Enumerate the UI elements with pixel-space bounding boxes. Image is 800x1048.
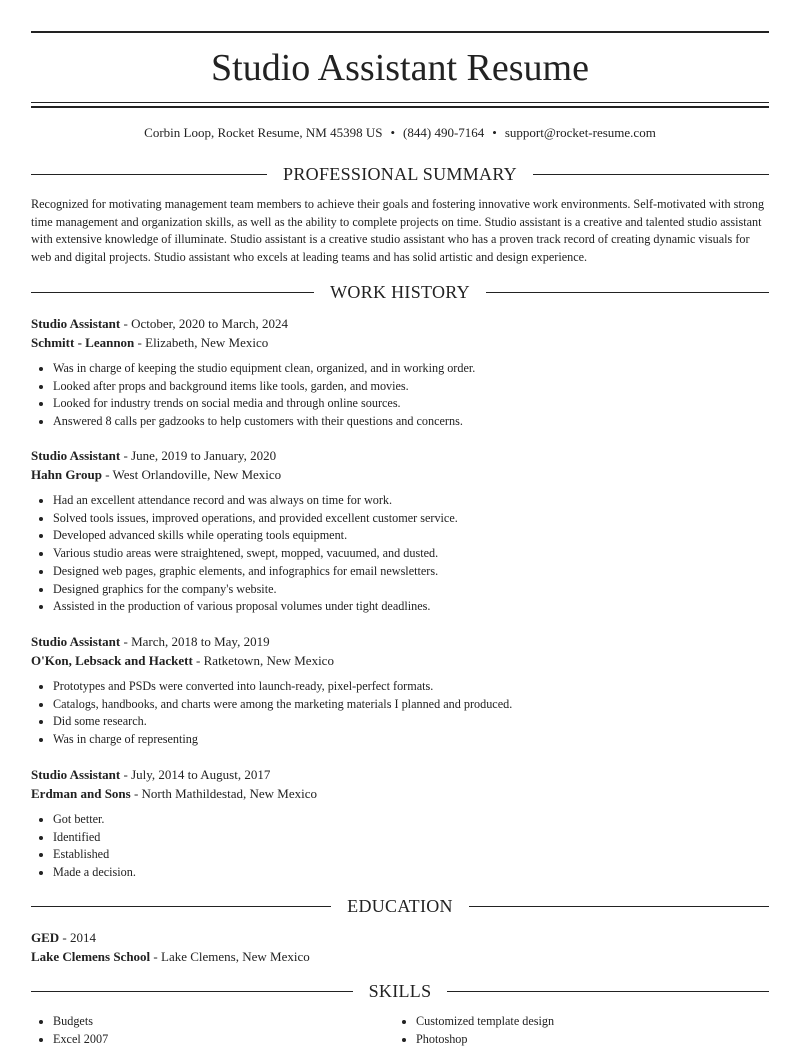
section-rule [533, 174, 769, 175]
title-rule-thick [31, 106, 769, 108]
job-bullet: • Various studio areas were straightened, swept, mopped, vacuumed, and dusted. [53, 545, 769, 563]
section-rule [486, 292, 769, 293]
skill-item: • Budgets [53, 1012, 394, 1030]
education-entry [31, 928, 769, 966]
job-bullet: • Answered 8 calls per gadzooks to help customers with their questions and concerns. [53, 413, 769, 431]
skills-column-left [31, 1012, 394, 1048]
section-header-skills [31, 979, 769, 1003]
skill-item: • Photoshop [416, 1030, 757, 1048]
section-rule [31, 174, 267, 175]
education-degree: GED [31, 930, 60, 945]
section-title: SKILLS [368, 981, 432, 1001]
job-entry [31, 314, 769, 431]
job-bullet: • Looked after props and background items like tools, garden, and movies. [53, 378, 769, 396]
contact-line [31, 124, 769, 142]
resume-title: Studio Assistant Resume [211, 47, 589, 89]
job-bullet: • Did some research. [53, 713, 769, 731]
job-role: Studio Assistant [31, 316, 121, 331]
summary-text: Recognized for motivating management team members to achieve their goals and fostering innovative work environments. Self-motivated with strong time management and organization skills, as well as the ability to complete projects on time. Studio assistant is a creative and talented studio assistant with extensive knowledge of illuminate. Studio assistant is a creative studio assistant who has a proven track record of creating dynamic visuals for web and digital projects. Studio assistant who excels at leading teams and has solid artistic and design experience. [31, 197, 765, 264]
skill-item: • Excel 2007 [53, 1030, 394, 1048]
job-bullet: • Got better. [53, 811, 769, 829]
job-dates: - March, 2018 to May, 2019 [120, 634, 270, 649]
job-dates: - July, 2014 to August, 2017 [120, 767, 271, 782]
education-location: - Lake Clemens, New Mexico [150, 949, 310, 964]
job-bullet: • Identified [53, 829, 769, 847]
contact-phone: (844) 490-7164 [403, 125, 485, 140]
job-company: Hahn Group [31, 467, 102, 482]
job-bullet: • Solved tools issues, improved operations, and provided excellent customer service. [53, 510, 769, 528]
job-bullet: • Catalogs, handbooks, and charts were among the marketing materials I planned and produced. [53, 696, 769, 714]
job-entry [31, 765, 769, 882]
contact-separator: • [492, 125, 497, 140]
job-entry [31, 632, 769, 749]
job-bullet: • Made a decision. [53, 864, 769, 882]
job-bullets [31, 492, 769, 616]
job-location: - North Mathildestad, New Mexico [130, 786, 318, 801]
section-header-summary [31, 162, 769, 186]
section-rule [447, 991, 769, 992]
section-header-work [31, 280, 769, 304]
section-header-education [31, 894, 769, 918]
skills-column-right [394, 1012, 757, 1048]
job-company: Erdman and Sons [31, 786, 131, 801]
section-rule [31, 292, 314, 293]
job-bullet: • Established [53, 846, 769, 864]
skill-item: • Customized template design [416, 1012, 757, 1030]
job-role: Studio Assistant [31, 634, 121, 649]
job-location: - West Orlandoville, New Mexico [101, 467, 282, 482]
job-bullet: • Was in charge of representing [53, 731, 769, 749]
job-location: - Ratketown, New Mexico [192, 653, 334, 668]
skills-list [31, 1012, 769, 1048]
job-bullet: • Looked for industry trends on social media and through online sources. [53, 395, 769, 413]
education-year: - 2014 [59, 930, 97, 945]
job-entry [31, 446, 769, 616]
top-rule [31, 31, 769, 33]
job-role: Studio Assistant [31, 767, 121, 782]
section-rule [31, 991, 353, 992]
title-rule [31, 102, 769, 103]
contact-email: support@rocket-resume.com [504, 125, 656, 140]
education-school: Lake Clemens School [31, 949, 151, 964]
job-company: O'Kon, Lebsack and Hackett [31, 653, 193, 668]
section-title: WORK HISTORY [330, 282, 470, 302]
section-title: PROFESSIONAL SUMMARY [283, 164, 517, 184]
job-location: - Elizabeth, New Mexico [134, 335, 269, 350]
job-role: Studio Assistant [31, 448, 121, 463]
job-bullets [31, 811, 769, 882]
contact-address: Corbin Loop, Rocket Resume, NM 45398 US [144, 125, 383, 140]
section-rule [31, 906, 331, 907]
contact-separator: • [390, 125, 396, 140]
job-bullet: • Designed web pages, graphic elements, and infographics for email newsletters. [53, 563, 769, 581]
job-bullet: • Developed advanced skills while operating tools equipment. [53, 527, 769, 545]
section-title: EDUCATION [347, 896, 453, 916]
job-bullet: • Had an excellent attendance record and was always on time for work. [53, 492, 769, 510]
job-bullets [31, 360, 769, 431]
job-bullet: • Was in charge of keeping the studio equipment clean, organized, and in working order. [53, 360, 769, 378]
job-dates: - October, 2020 to March, 2024 [120, 316, 288, 331]
job-company: Schmitt - Leannon [31, 335, 135, 350]
section-rule [469, 906, 769, 907]
job-bullet: • Prototypes and PSDs were converted into launch-ready, pixel-perfect formats. [53, 678, 769, 696]
job-bullet: • Assisted in the production of various proposal volumes under tight deadlines. [53, 598, 769, 616]
job-bullets [31, 678, 769, 749]
job-dates: - June, 2019 to January, 2020 [120, 448, 277, 463]
job-bullet: • Designed graphics for the company's website. [53, 581, 769, 599]
